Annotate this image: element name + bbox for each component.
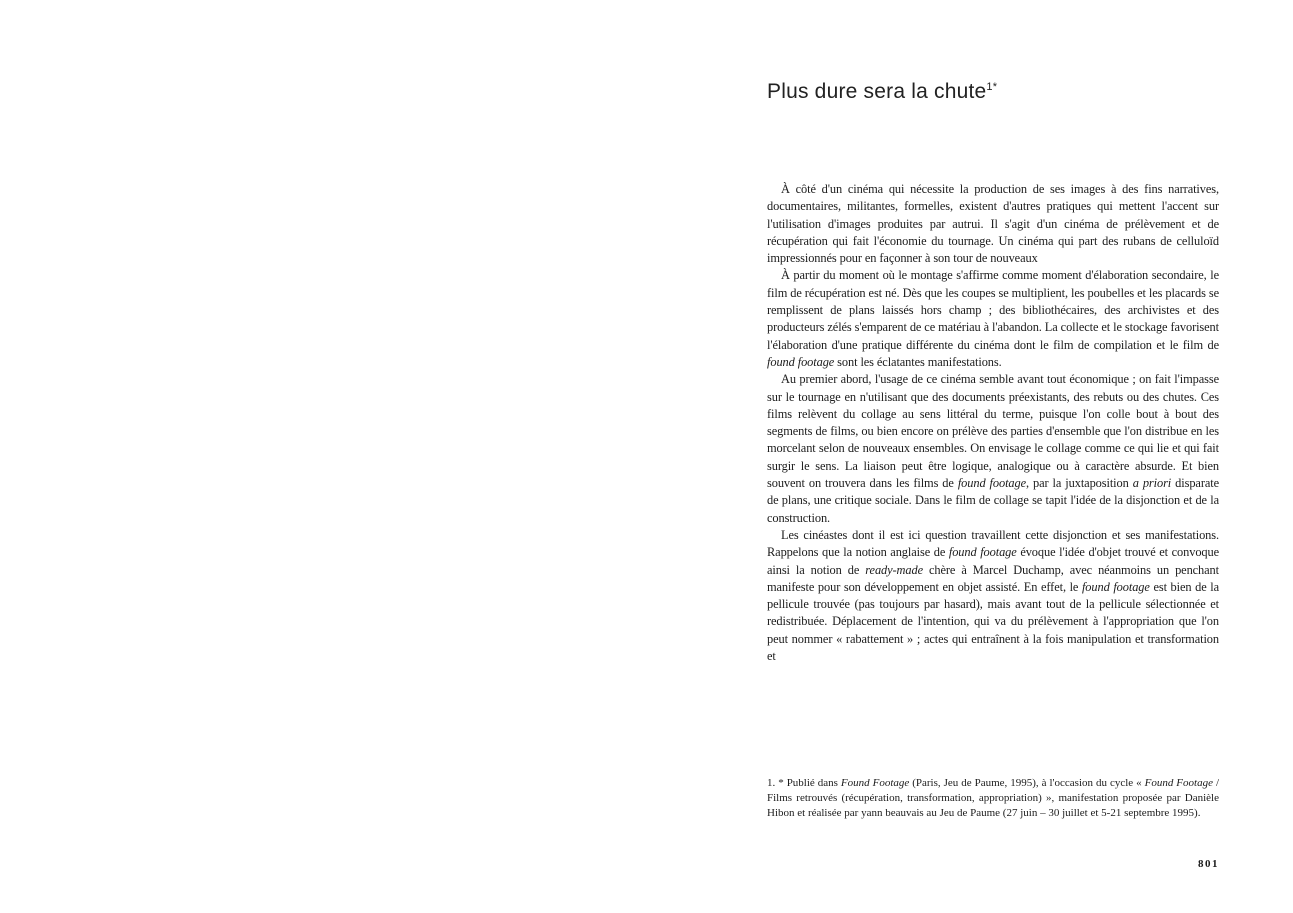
page-number: 801: [1198, 858, 1219, 870]
italic-text-run: found footage: [1081, 579, 1150, 594]
text-run: (Paris, Jeu de Paume, 1995), à l'occasion du cycle «: [909, 777, 1145, 789]
paragraph: [767, 181, 1219, 267]
footnote-text: [767, 776, 1219, 820]
footnote: [767, 776, 1219, 820]
text-run: Au premier abord, l'usage de ce cinéma semble avant tout économique ; on fait l'impasse sur le tournage en n'utilisant que des documents préexistants, des rebuts ou des chutes. Ces films relèvent du collage au sens littéral du terme, puisque l'on colle bout à bout des segments de films, ou bien encore on prélève des parties d'ensemble que l'on distribue en les morcelant selon de nouveaux ensembles. On envisage le collage comme ce qui lie et qui fait surgir le sens. La liaison peut être logique, analogique ou à caractère absurde. Et bien souvent on trouvera dans les films de: [767, 372, 1219, 491]
text-run: À côté d'un cinéma qui nécessite la production de ses images à des fins narratives, documentaires, militantes, formelles, existent d'autres pratiques qui mettent l'accent sur l'utilisation d'images produites par autrui. Il s'agit d'un cinéma de prélèvement et de récupération qui fait l'économie du tournage. Un cinéma qui part des rubans de celluloïd impressionnés pour en façonner à son tour de nouveaux: [767, 182, 1219, 266]
page-title-text: Plus dure sera la chute: [767, 80, 987, 103]
text-run: / Films retrouvés (récupération, transformation, appropriation) », manifestation proposée par Danièle Hibon et réalisée par yann beauvais au Jeu de Paume (27 juin – 30 juillet et 5-21 septembre 1995).: [767, 777, 1219, 819]
paragraph: [767, 371, 1219, 527]
italic-text-run: ready-made: [865, 562, 923, 577]
text-run: Les cinéastes dont il est ici question travaillent cette disjonction et ses manifestations. Rappelons que la notion anglaise de: [767, 527, 1219, 560]
paragraph: [767, 527, 1219, 665]
text-run: , par la juxtaposition: [1026, 476, 1133, 491]
text-run: 1. * Publié dans: [767, 777, 841, 789]
italic-text-run: Found Footage: [840, 777, 910, 789]
text-run: À partir du moment où le montage s'affirme comme moment d'élaboration secondaire, le film de récupération est né. Dès que les coupes se multiplient, les poubelles et les placards se remplissent de plans laissés hors champ ; des bibliothécaires, des archivistes et des producteurs zélés s'emparent de ce matériau à l'abandon. La collecte et le stockage favorisent l'élaboration d'une pratique différente du cinéma dont le film de compilation et le film de: [767, 268, 1219, 352]
text-run: évoque l'idée d'objet trouvé et convoque ainsi la notion de: [767, 545, 1220, 577]
body-paragraphs: [767, 181, 1219, 665]
italic-text-run: found footage: [957, 476, 1027, 491]
italic-text-run: Found Footage: [1144, 777, 1213, 789]
text-run: chère à Marcel Duchamp, avec néanmoins un penchant manifeste pour son développement en objet assisté. En effet, le: [767, 562, 1219, 594]
text-run: disparate de plans, une critique sociale. Dans le film de collage se tapit l'idée de la disjonction et de la construction.: [767, 476, 1219, 525]
text-run: est bien de la pellicule trouvée (pas toujours par hasard), mais avant tout de la pellicule sélectionnée et redistribuée. Déplacement de l'intention, qui va du prélèvement à l'appropriation que l'on peut nommer « rabattement » ; actes qui entraînent à la fois manipulation et transformation et: [767, 579, 1220, 664]
italic-text-run: found footage: [948, 545, 1017, 560]
italic-text-run: a priori: [1132, 476, 1172, 491]
title-footnote-marker: 1*: [986, 81, 998, 93]
italic-text-run: found footage: [767, 354, 835, 369]
paragraph: [767, 267, 1219, 371]
page-title: [767, 80, 997, 104]
text-run: sont les éclatantes manifestations.: [834, 354, 1002, 369]
